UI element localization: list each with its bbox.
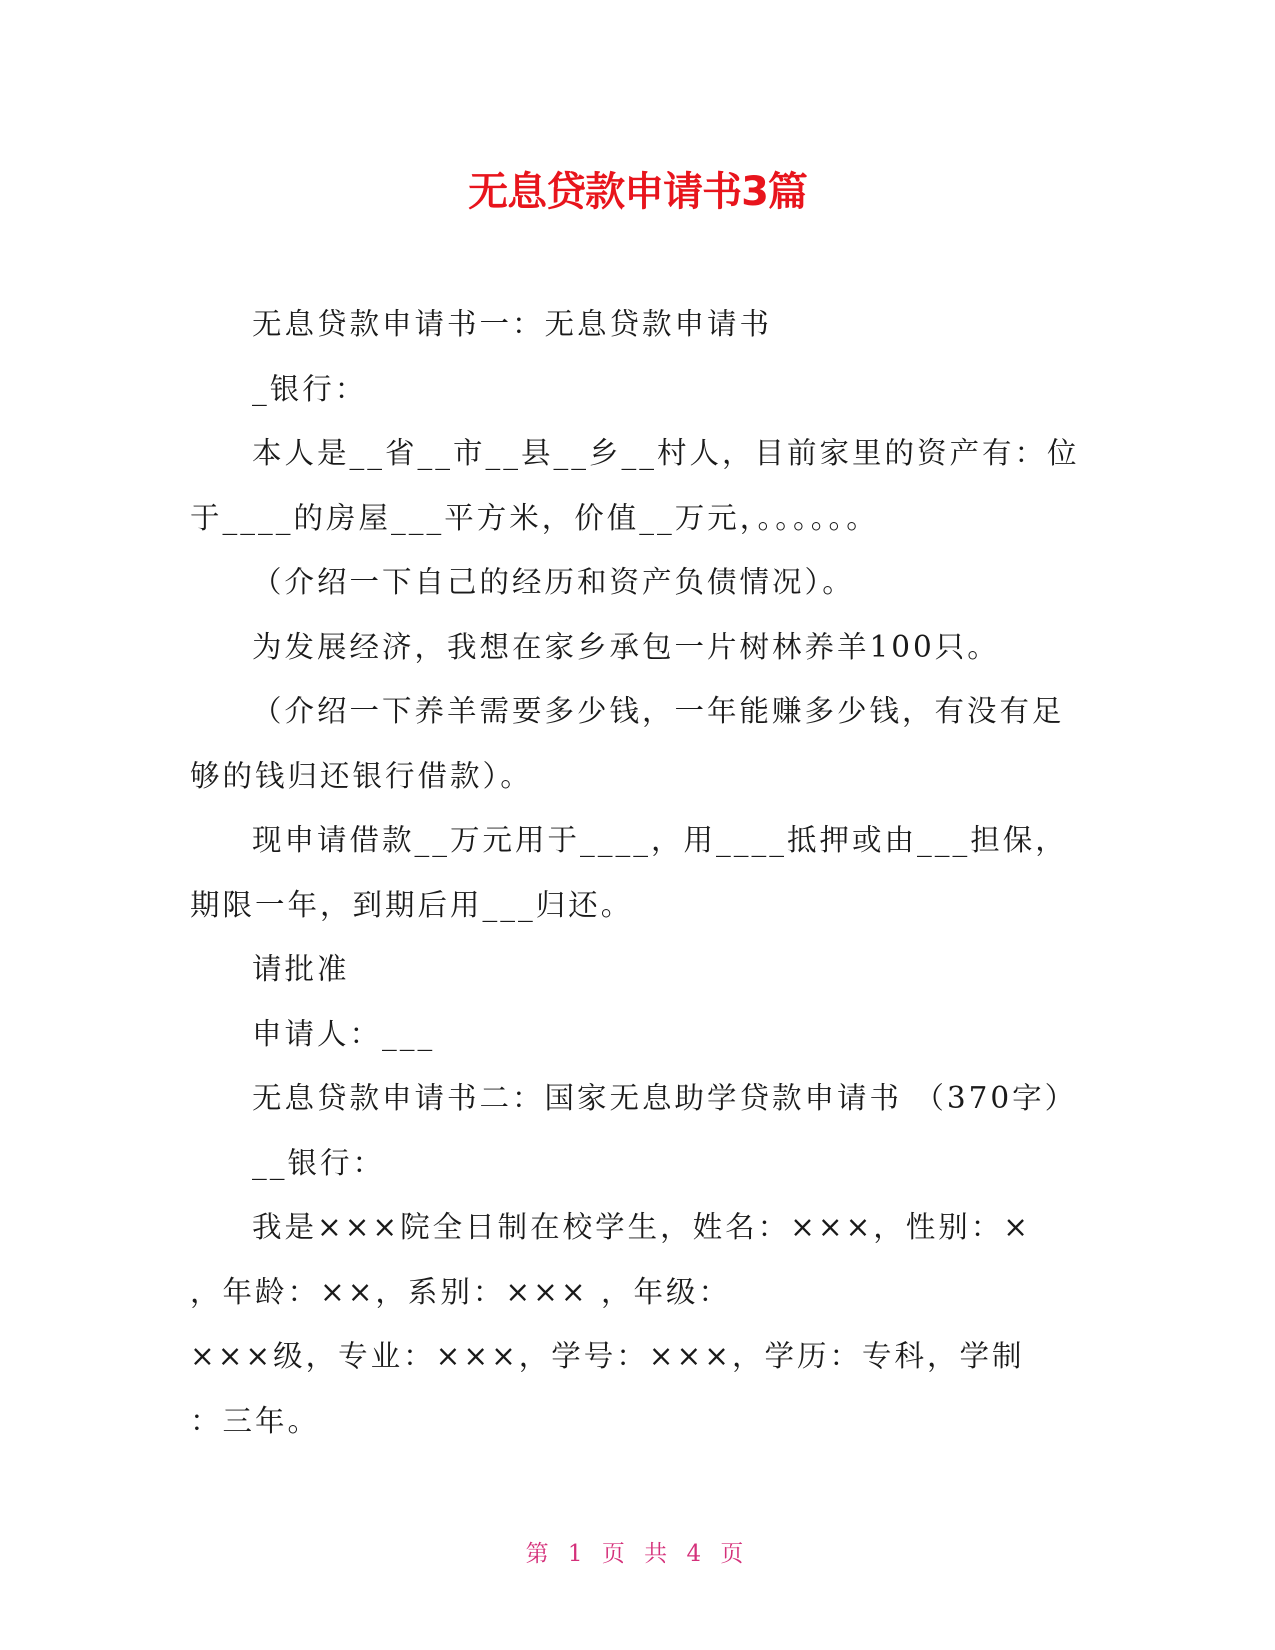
document-body: [190, 292, 1085, 1453]
paragraph-line: ×××级，专业：×××，学号：×××，学历：专科，学制: [190, 1339, 1025, 1373]
salutation-1: _银行：: [252, 371, 368, 406]
salutation-2: __银行：: [252, 1145, 386, 1180]
paragraph-line: ：三年。: [190, 1403, 321, 1438]
section-heading-2: 无息贷款申请书二：国家无息助学贷款申请书 （370字）: [252, 1081, 1078, 1115]
paragraph-line: ，年龄：××，系别：××× ，年级：: [190, 1274, 731, 1309]
section-heading-1: 无息贷款申请书一：无息贷款申请书: [252, 307, 773, 341]
paragraph: （介绍一下自己的经历和资产负债情况）。: [252, 565, 855, 599]
page-indicator: 第 1 页 共 4 页: [525, 1541, 750, 1567]
paragraph: 为发展经济，我想在家乡承包一片树林养羊100只。: [252, 629, 1000, 664]
paragraph: （介绍一下养羊需要多少钱，一年能赚多少钱，有没有足够的钱归还银行借款）。: [190, 694, 1065, 793]
document-title: 无息贷款申请书3篇: [468, 169, 807, 215]
paragraph: 本人是__省__市__县__乡__村人，目前家里的资产有：位于____的房屋___平方米，价值__万元，。。。。。。: [190, 436, 1080, 535]
applicant-line: 申请人：___: [252, 1016, 436, 1051]
paragraph-line: 我是×××院全日制在校学生，姓名：×××，性别：×: [252, 1210, 1032, 1244]
paragraph: 现申请借款__万元用于____，用____抵押或由___担保，期限一年，到期后用___归还。: [190, 823, 1068, 922]
closing-request: 请批准: [252, 952, 350, 986]
